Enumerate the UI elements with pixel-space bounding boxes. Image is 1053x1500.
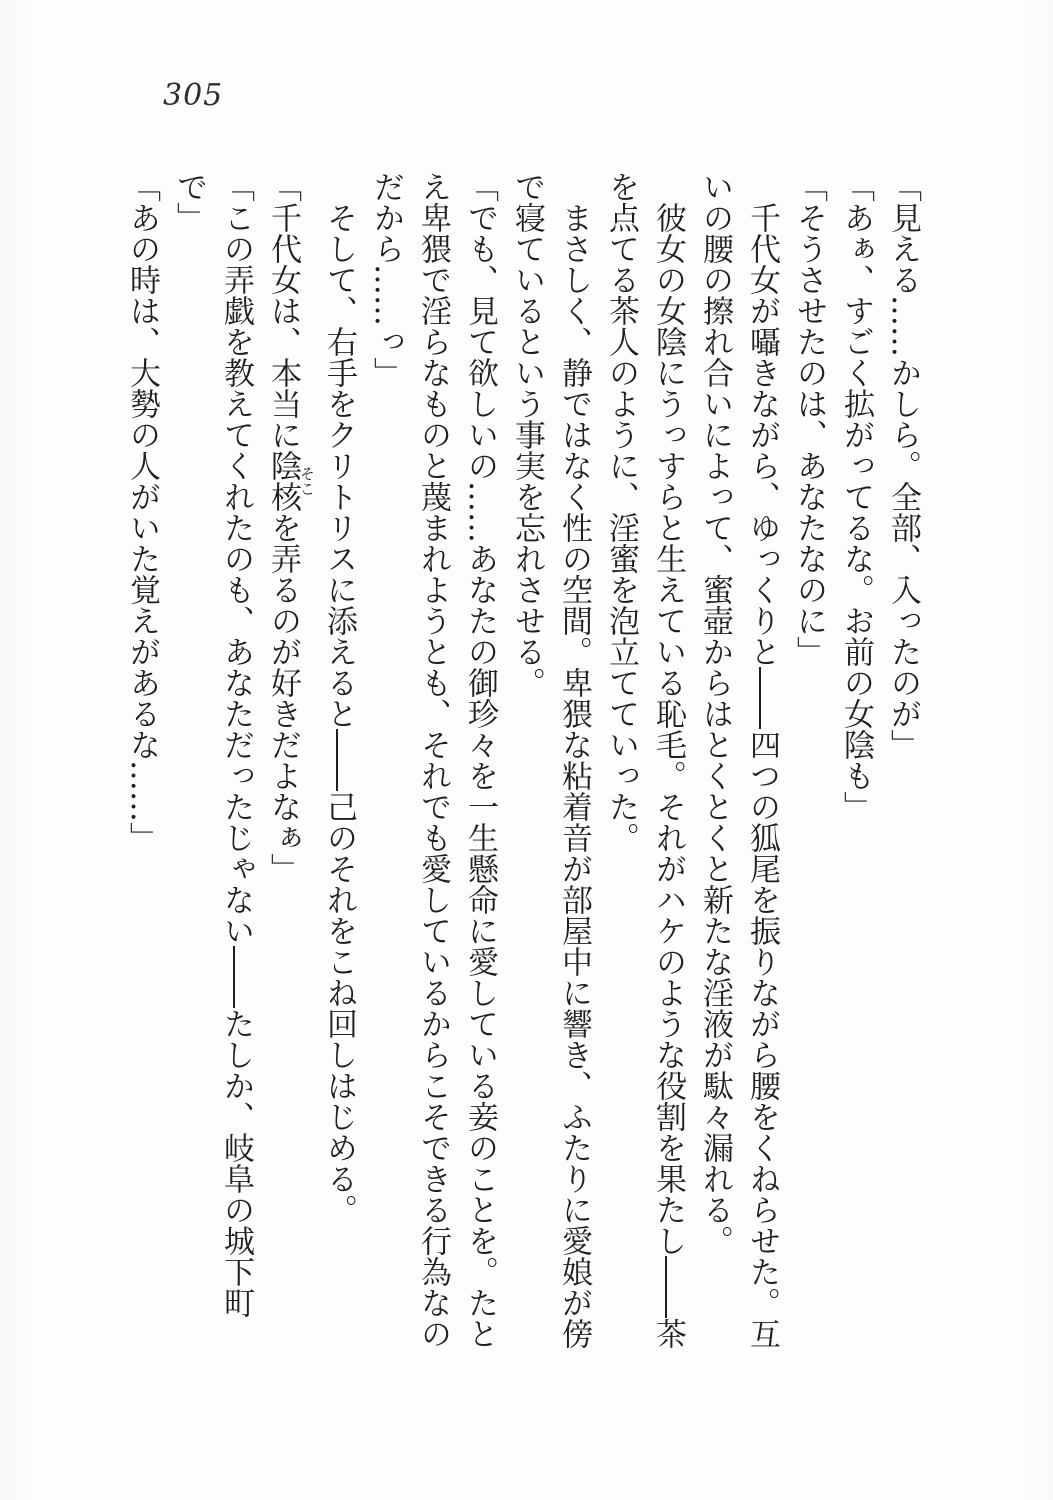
dialogue-paragraph: 「そうさせたのは、あなたなのに」	[791, 171, 827, 667]
dialogue-paragraph: 「千代女は、本当に陰核そこを弄るのが好きだよなぁ」	[265, 171, 316, 884]
page-number: 305	[163, 78, 224, 113]
vertical-text-block	[118, 171, 926, 1349]
dialogue-paragraph: 「見える……かしら。全部、入ったのが」	[885, 171, 921, 760]
dialogue-paragraph: 「あぁ、すごく拡がってるな。お前の女陰も」	[838, 171, 874, 822]
dialogue-paragraph: 「この弄戯を教えてくれたのも、あなただったじゃない――たしか、岐阜の城下町で」	[171, 171, 254, 1318]
dialogue-paragraph: 「あの時は、大勢の人がいた覚えがあるな……」	[124, 171, 160, 853]
narrative-paragraph: 千代女が囁きながら、ゆっくりと――四つの狐尾を振りながら腰をくねらせた。互いの腰の擦れ合いによって、蜜壺からはとくとくと新たな淫液が駄々漏れる。	[697, 171, 780, 1349]
narrative-paragraph: 彼女の女陰にうっすらと生えている恥毛。それがハケのような役割を果たし――茶を点てる茶人のように、淫蜜を泡立てていった。	[603, 171, 686, 1349]
ruby-annotation: 陰核そこ	[265, 450, 316, 512]
narrative-paragraph: まさしく、静ではなく性の空間。卑猥な粘着音が部屋中に響き、ふたりに愛娘が傍で寝ているという事実を忘れさせる。	[509, 171, 592, 1349]
narrative-paragraph: そして、右手をクリトリスに添えると――己のそれをこね回しはじめる。	[321, 202, 357, 1225]
dialogue-paragraph: 「でも、見て欲しいの……あなたの御珍々を一生懸命に愛している妾のことを。たとえ卑猥で淫らなものと蔑まれようとも、それでも愛しているからこそできる行為なのだから……っ」	[368, 171, 498, 1349]
